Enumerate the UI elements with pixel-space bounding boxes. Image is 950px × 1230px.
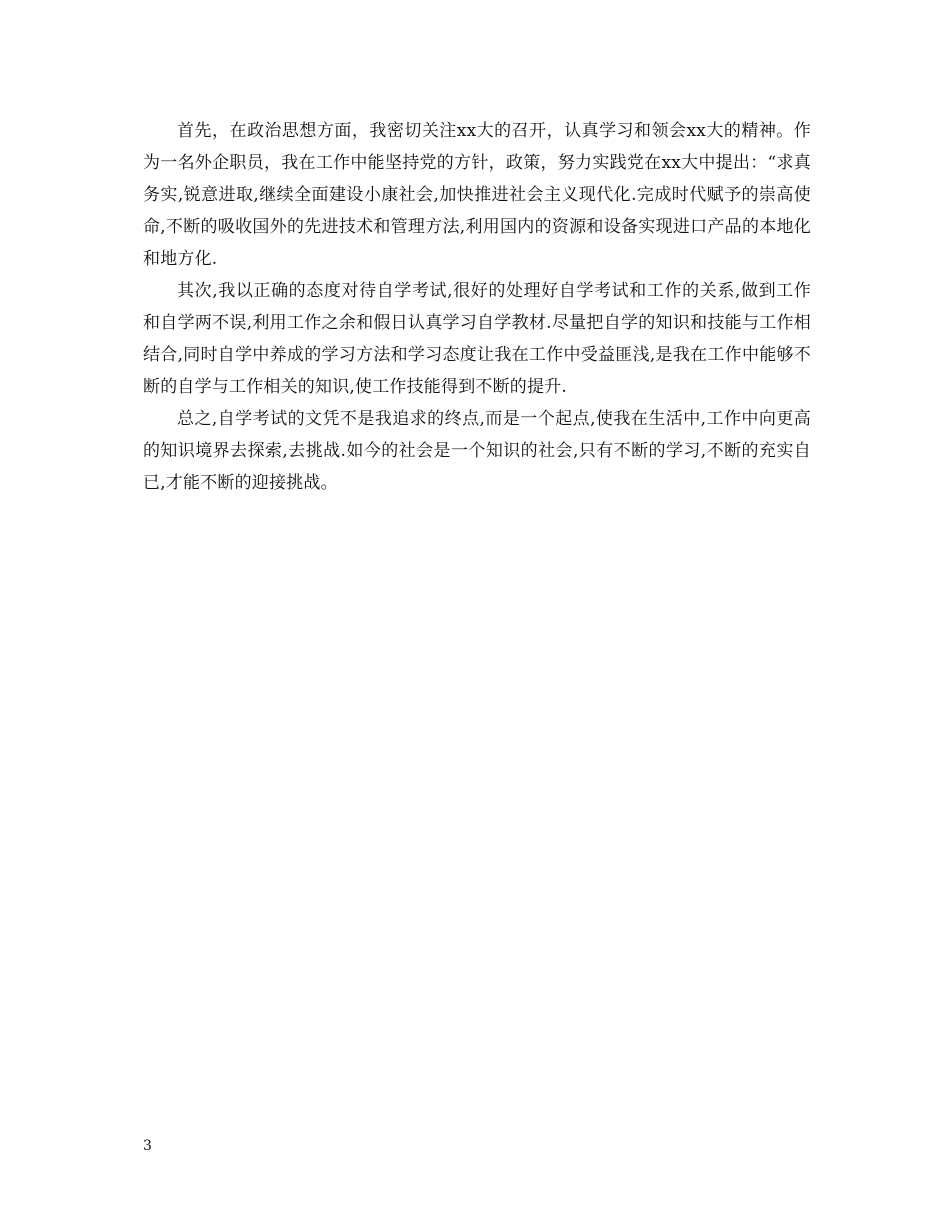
paragraph-self-study-exam: 其次,我以正确的态度对待自学考试,很好的处理好自学考试和工作的关系,做到工作和自学两不误,利用工作之余和假日认真学习自学教材.尽量把自学的知识和技能与工作相结合,同时自学中养成的学习方法和学习态度让我在工作中受益匪浅,是我在工作中能够不断的自学与工作相关的知识,使工作技能得到不断的提升.: [143, 281, 811, 397]
page-number: 3: [143, 1138, 152, 1154]
paragraph-political-thought: 首先，在政治思想方面，我密切关注xx大的召开，认真学习和领会xx大的精神。作为一名外企职员，我在工作中能坚持党的方针，政策，努力实践党在xx大中提出：“求真务实,锐意进取,继续全面建设小康社会,加快推进社会主义现代化.完成时代赋予的崇高使命,不断的吸收国外的先进技术和管理方法,利用国内的资源和设备实现进口产品的本地化和地方化.: [143, 121, 811, 269]
body-text: [143, 115, 811, 499]
paragraph-conclusion: 总之,自学考试的文凭不是我追求的终点,而是一个起点,使我在生活中,工作中向更高的知识境界去探索,去挑战.如今的社会是一个知识的社会,只有不断的学习,不断的充实自已,才能不断的迎接挑战。: [143, 409, 811, 493]
